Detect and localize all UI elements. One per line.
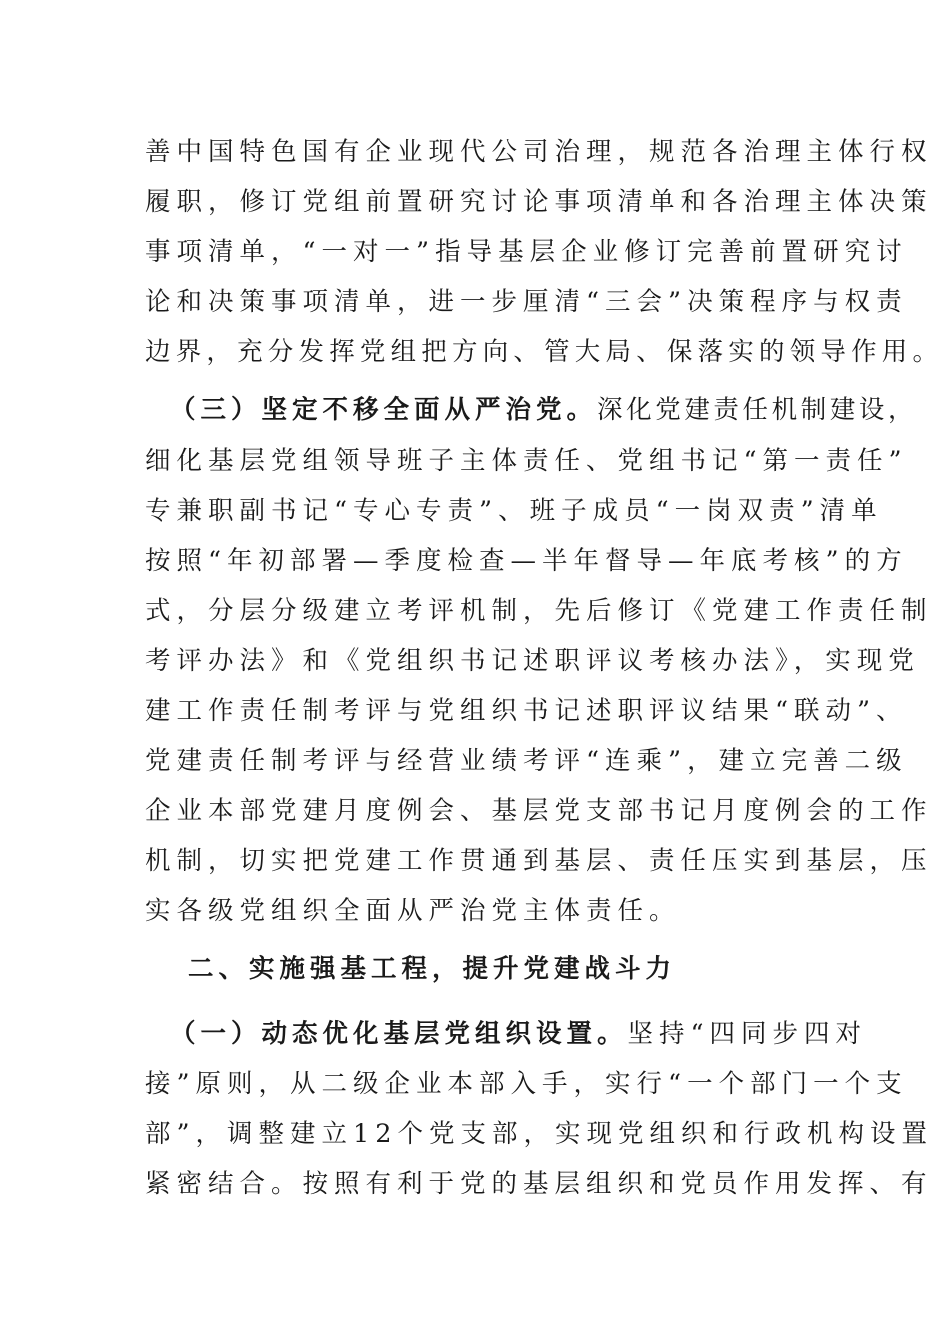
text-line: 党建责任制考评与经营业绩考评“连乘”，建立完善二级: [145, 746, 908, 776]
text-line: 专兼职副书记“专心专责”、班子成员“一岗双责”清单: [145, 496, 883, 526]
text-line: 事项清单，“一对一”指导基层企业修订完善前置研究讨: [145, 237, 908, 267]
paragraph-title: （三）坚定不移全面从严治党。: [170, 395, 598, 425]
text-line: 接”原则，从二级企业本部入手，实行“一个部门一个支: [145, 1069, 908, 1099]
text-line: 企业本部党建月度例会、基层党支部书记月度例会的工作: [145, 796, 933, 826]
text-line: 考评办法》和《党组织书记述职评议考核办法》，实现党: [145, 646, 920, 676]
text-line: 细化基层党组领导班子主体责任、党组书记“第一责任”: [145, 446, 908, 476]
text-line: 式，分层分级建立考评机制，先后修订《党建工作责任制: [145, 596, 933, 626]
paragraph-first-line: [170, 393, 950, 427]
text-line: 部”，调整建立12个党支部，实现党组织和行政机构设置: [145, 1119, 933, 1149]
paragraph-title: （一）动态优化基层党组织设置。: [170, 1019, 628, 1049]
text-line: 论和决策事项清单，进一步厘清“三会”决策程序与权责: [145, 287, 908, 317]
section-heading: 二、实施强基工程，提升党建战斗力: [188, 954, 677, 984]
paragraph-first-line: [170, 1017, 950, 1051]
text-line: 按照“年初部署—季度检查—半年督导—年底考核”的方: [145, 546, 908, 576]
text-line: 边界，充分发挥党组把方向、管大局、保落实的领导作用。: [145, 337, 944, 367]
text-line: 实各级党组织全面从严治党主体责任。: [145, 896, 681, 926]
text-line: 紧密结合。按照有利于党的基层组织和党员作用发挥、有: [145, 1169, 933, 1199]
text-line: 履职，修订党组前置研究讨论事项清单和各治理主体决策: [145, 187, 933, 217]
text-line: 建工作责任制考评与党组织书记述职评议结果“联动”、: [145, 696, 908, 726]
text-line: 善中国特色国有企业现代公司治理，规范各治理主体行权: [145, 137, 933, 167]
paragraph-text: 深化党建责任机制建设，: [597, 395, 918, 425]
paragraph-text: 坚持“四同步四对: [627, 1019, 868, 1049]
text-line: 机制，切实把党建工作贯通到基层、责任压实到基层，压: [145, 846, 933, 876]
